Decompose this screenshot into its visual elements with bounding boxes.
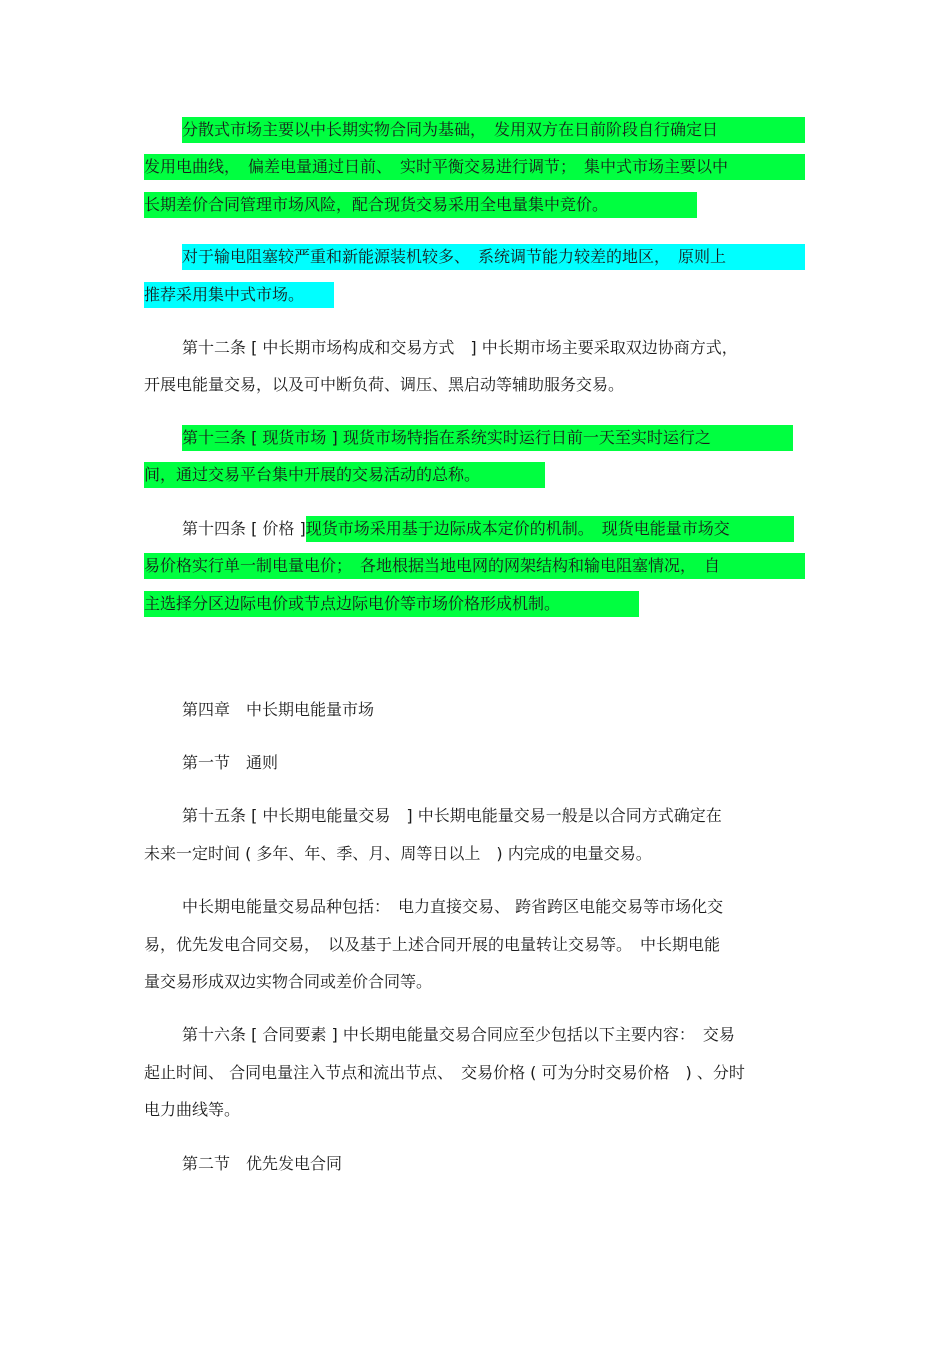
text-line: 推荐采用集中式市场。 — [144, 282, 334, 308]
text-line: 量交易形成双边实物合同或差价合同等。 — [144, 972, 433, 991]
text-line: 开展电能量交易，以及可中断负荷、调压、黑启动等辅助服务交易。 — [144, 375, 625, 394]
text-line: 第十二条 [ 中长期市场构成和交易方式 ] 中长期市场主要采取双边协商方式， — [182, 338, 738, 357]
text-line: 易，优先发电合同交易， 以及基于上述合同开展的电量转让交易等。 中长期电能 — [144, 935, 721, 954]
section-heading: 第一节 通则 — [182, 753, 279, 772]
text-line: 未来一定时间 ( 多年、年、季、月、周等日以上 ) 内完成的电量交易。 — [144, 844, 652, 863]
text-line: 第十六条 [ 合同要素 ] 中长期电能量交易合同应至少包括以下主要内容： 交易 — [182, 1025, 735, 1044]
text-line: 第十五条 [ 中长期电能量交易 ] 中长期电能量交易一般是以合同方式确定在 — [182, 806, 722, 825]
text-line: 间，通过交易平台集中开展的交易活动的总称。 — [144, 462, 545, 488]
text-line: 电力曲线等。 — [144, 1100, 241, 1119]
text-line: 中长期电能量交易品种包括： 电力直接交易、 跨省跨区电能交易等市场化交 — [182, 897, 724, 916]
text-line: 对于输电阻塞较严重和新能源装机较多、 系统调节能力较差的地区， 原则上 — [182, 244, 805, 270]
article-prefix: 第十四条 [ 价格 ] — [182, 519, 306, 538]
text-line: 易价格实行单一制电量电价； 各地根据当地电网的网架结构和输电阻塞情况， 自 — [144, 553, 805, 579]
text-line: 起止时间、 合同电量注入节点和流出节点、 交易价格 ( 可为分时交易价格 ) 、分时 — [144, 1063, 745, 1082]
text-line — [182, 516, 794, 542]
text-line: 第十三条 [ 现货市场 ] 现货市场特指在系统实时运行日前一天至实时运行之 — [182, 425, 793, 451]
text-line: 发用电曲线， 偏差电量通过日前、 实时平衡交易进行调节； 集中式市场主要以中 — [144, 154, 805, 180]
section-heading: 第二节 优先发电合同 — [182, 1154, 343, 1173]
highlighted-text: 现货市场采用基于边际成本定价的机制。 现货电能量市场交 — [306, 516, 794, 542]
text-line: 分散式市场主要以中长期实物合同为基础， 发用双方在日前阶段自行确定日 — [182, 117, 805, 143]
chapter-heading: 第四章 中长期电能量市场 — [182, 700, 375, 719]
text-line: 主选择分区边际电价或节点边际电价等市场价格形成机制。 — [144, 591, 639, 617]
text-line: 长期差价合同管理市场风险，配合现货交易采用全电量集中竞价。 — [144, 192, 697, 218]
